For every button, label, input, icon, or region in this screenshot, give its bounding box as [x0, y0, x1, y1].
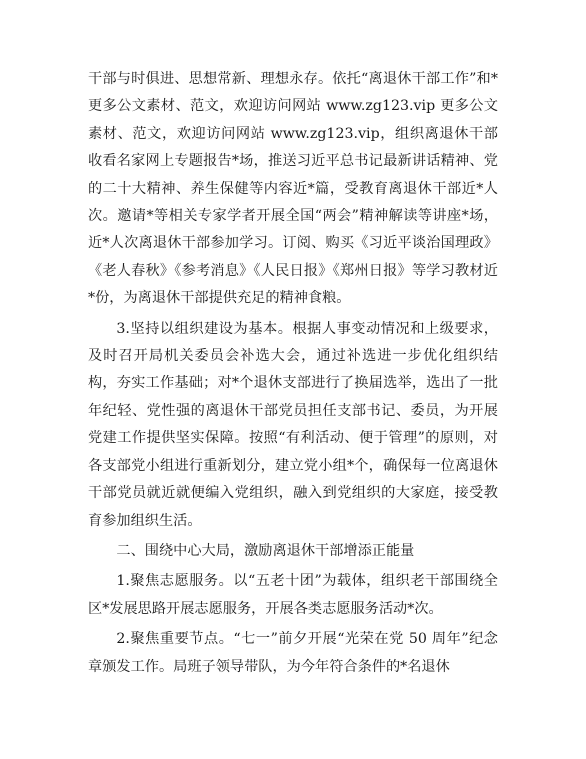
- paragraph-continuation: 干部与时俱进、思想常新、理想永存。依托“离退休干部工作”和*更多公文素材、范文，欢迎访问网站 www.zg123.vip 更多公文素材、范文，欢迎访问网站 www.zg123.vip，组织离退休干部收看名家网上专题报告*场，推送习近平总书记最新讲话精神、党的二十大精神、养生保健等内容近*篇，受教育离退休干部近*人次。邀请*等相关专家学者开展全国“两会”精神解读等讲座*场，近*人次离退休干部参加学习。订阅、购买《习近平谈治国理政》《老人春秋》《参考消息》《人民日报》《郑州日报》等学习教材近*份，为离退休干部提供充足的精神食粮。: [88, 71, 498, 307]
- paragraph-volunteer-service: 1.聚焦志愿服务。以“五老十团”为载体，组织老干部围绕全区*发展思路开展志愿服务，开展各类志愿服务活动*次。: [88, 573, 498, 617]
- paragraph-organization-building: 3.坚持以组织建设为基本。根据人事变动情况和上级要求，及时召开局机关委员会补选大会，通过补选进一步优化组织结构，夯实工作基础；对*个退休支部进行了换届选举，选出了一批年纪轻、党性强的离退休干部党员担任支部书记、委员，为开展党建工作提供坚实保障。按照“有利活动、便于管理”的原则，对各支部党小组进行重新划分，建立党小组*个，确保每一位离退休干部党员就近就便编入党组织，融入到党组织的大家庭，接受教育参加组织生活。: [88, 320, 498, 529]
- section-heading: 二、围绕中心大局，激励离退休干部增添正能量: [116, 542, 415, 559]
- paragraph-key-dates: 2.聚焦重要节点。“七一”前夕开展“光荣在党 50 周年”纪念章颁发工作。局班子领导带队，为今年符合条件的*名退休: [88, 631, 498, 675]
